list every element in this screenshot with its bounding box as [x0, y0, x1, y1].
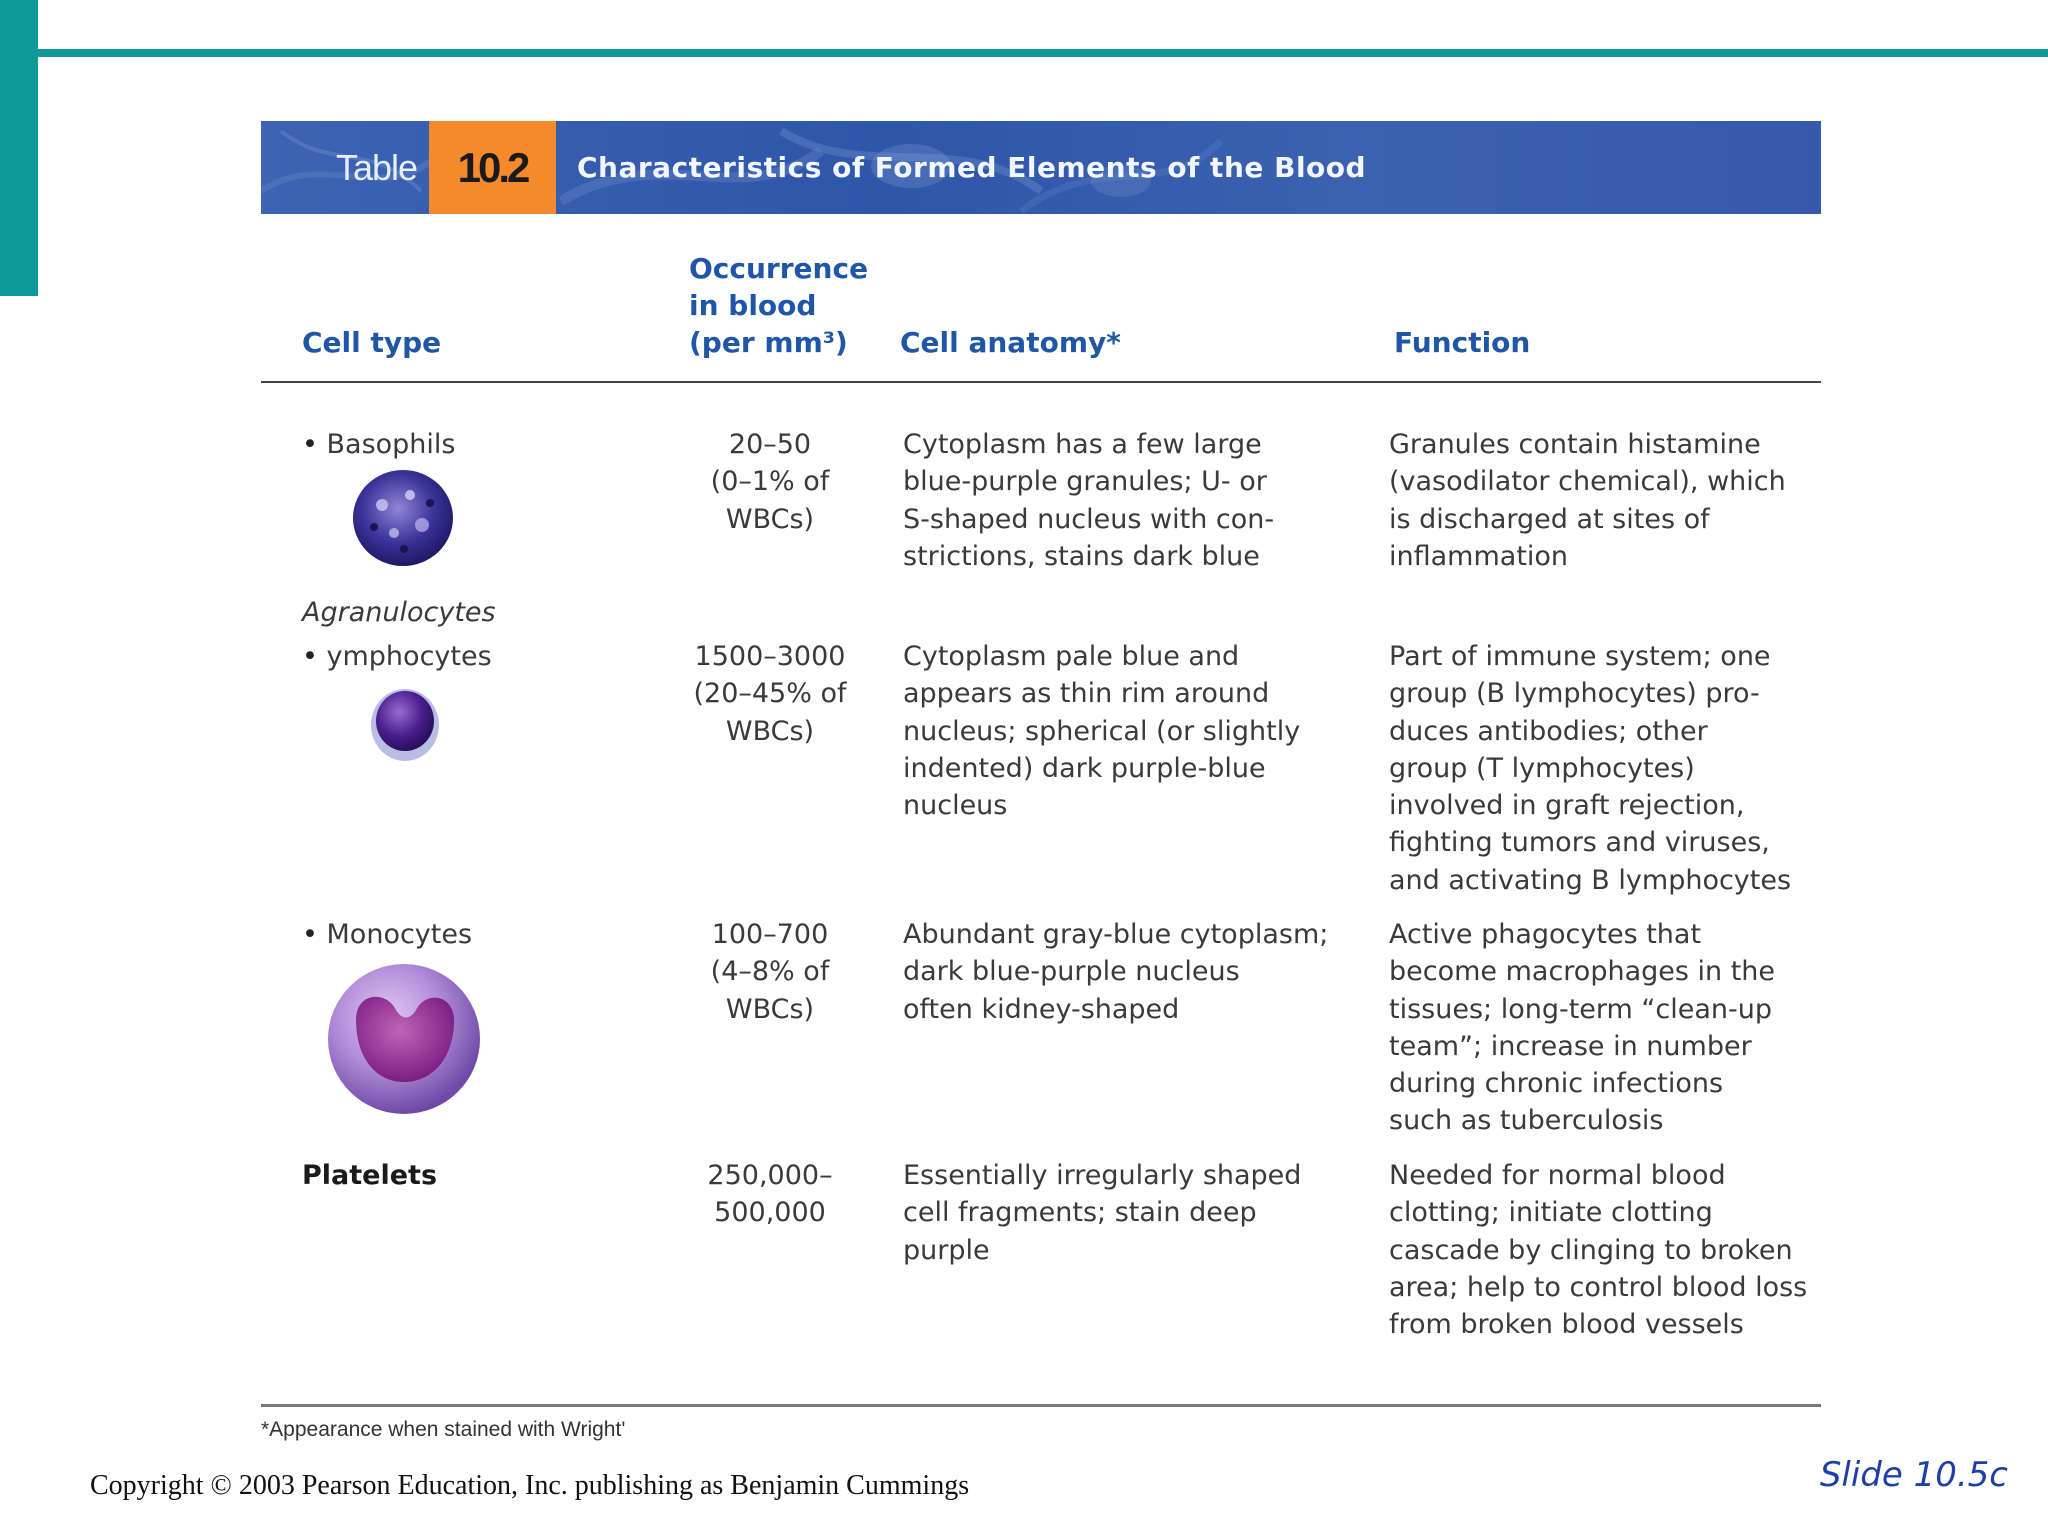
row-monocytes-occurrence: 100–700 (4–8% of WBCs) [710, 919, 830, 1025]
top-accent-rule [38, 49, 2048, 57]
row-basophils-type: • Basophils [302, 426, 456, 463]
row-lymphocytes-function: Part of immune system; one group (B lymphocytes) pro- duces antibodies; other group (T lymphocytes) involved in graft rejection, fighting tumors and viruses, and activating B lymphocytes [1389, 641, 1792, 896]
copyright-notice: Copyright © 2003 Pearson Education, Inc. publishing as Benjamin Cummings [90, 1470, 970, 1501]
table-footnote: *Appearance when stained with Wright' [261, 1418, 626, 1441]
row-platelets-anatomy: Essentially irregularly shaped cell fragments; stain deep purple [903, 1160, 1302, 1266]
group-label-agranulocytes: Agranulocytes [302, 597, 496, 628]
lymphocyte-cell-image [370, 686, 440, 762]
header-occurrence-line2: in blood [689, 289, 817, 322]
header-divider [261, 381, 1821, 383]
table-title: Characteristics of Formed Elements of the Blood [577, 151, 1367, 184]
table-label: Table [336, 147, 418, 188]
row-lymphocytes-type: • ymphocytes [302, 638, 492, 675]
row-basophils-anatomy: Cytoplasm has a few large blue-purple granules; U- or S-shaped nucleus with con- strictions, stains dark blue [903, 429, 1275, 572]
row-monocytes-function: Active phagocytes that become macrophages in the tissues; long-term “clean-up team”; increase in number during chronic infections such as tuberculosis [1389, 919, 1776, 1137]
header-occurrence-line3: (per mm³) [689, 326, 848, 359]
row-platelets-type: Platelets [302, 1160, 438, 1191]
header-occurrence-line1: Occurrence [689, 252, 869, 285]
monocyte-cell-image [326, 962, 482, 1116]
row-platelets-occurrence: 250,000– 500,000 [707, 1160, 833, 1229]
header-anatomy: Cell anatomy* [900, 326, 1121, 359]
row-lymphocytes-occurrence: 1500–3000 (20–45% of WBCs) [693, 641, 847, 747]
row-basophils-occurrence: 20–50 (0–1% of WBCs) [710, 429, 830, 535]
table-number: 10.2 [457, 144, 528, 191]
header-occurrence [689, 250, 868, 361]
row-basophils-function: Granules contain histamine (vasodilator chemical), which is discharged at sites of inflammation [1389, 429, 1786, 572]
row-monocytes-type: • Monocytes [302, 916, 472, 953]
row-platelets-function: Needed for normal blood clotting; initiate clotting cascade by clinging to broken area; help to control blood loss from broken blood vessels [1389, 1160, 1808, 1341]
header-cell-type: Cell type [302, 326, 442, 359]
row-lymphocytes-anatomy: Cytoplasm pale blue and appears as thin rim around nucleus; spherical (or slightly indented) dark purple-blue nucleus [903, 641, 1301, 822]
table-number-box [429, 121, 556, 214]
left-accent-bar [0, 0, 38, 296]
header-function: Function [1394, 326, 1531, 359]
basophil-cell-image [350, 467, 456, 569]
table-bottom-divider [261, 1404, 1821, 1407]
table-banner [261, 121, 1821, 214]
row-monocytes-anatomy: Abundant gray-blue cytoplasm; dark blue-purple nucleus often kidney-shaped [903, 919, 1329, 1025]
slide-number: Slide 10.5c [1819, 1455, 2008, 1495]
